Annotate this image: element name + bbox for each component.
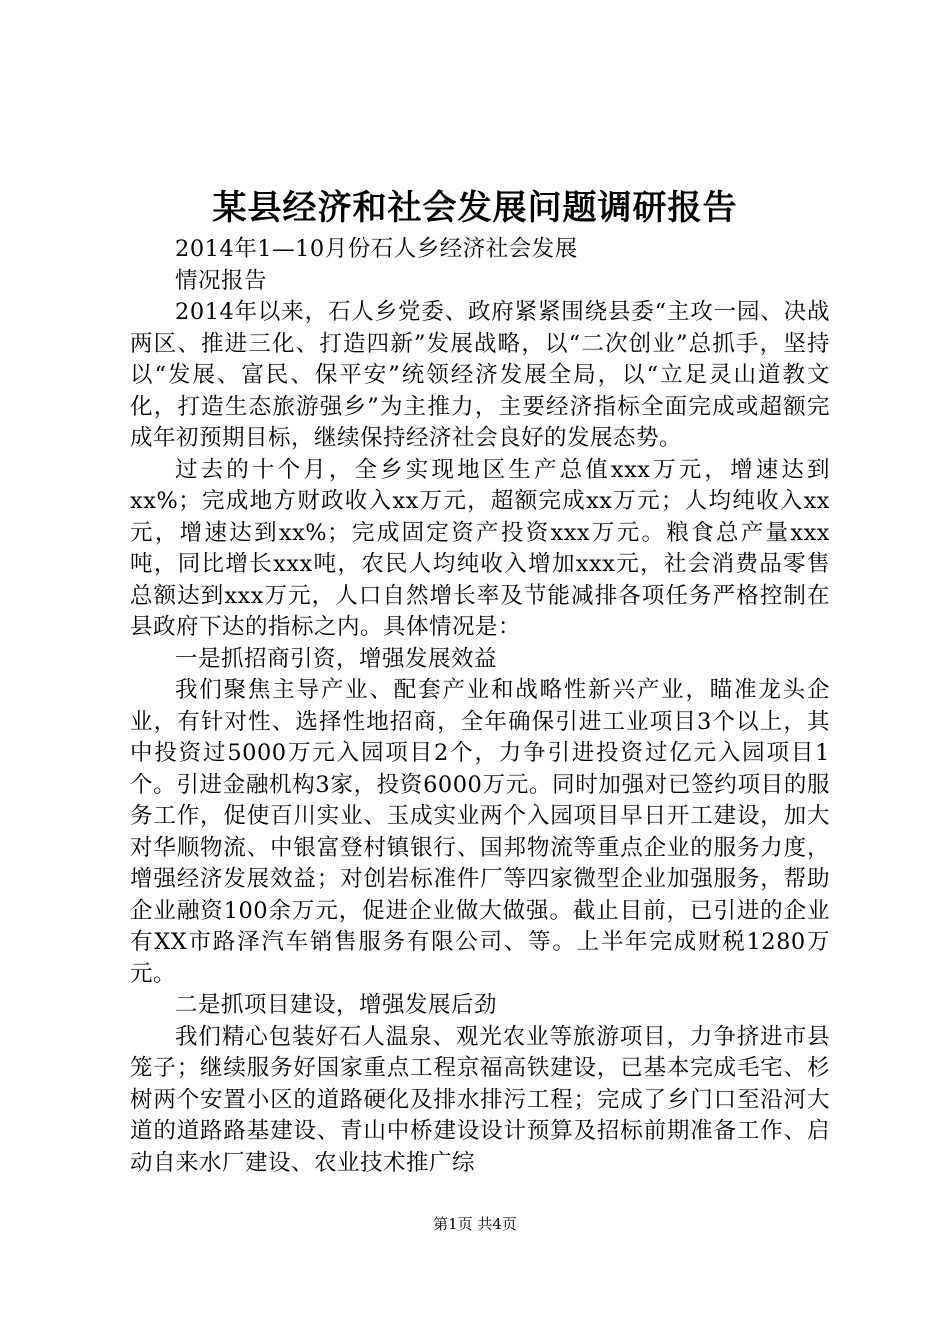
section-heading: 二是抓项目建设，增强发展后劲 bbox=[175, 992, 498, 1018]
section-heading: 一是抓招商引资，增强发展效益 bbox=[175, 645, 498, 672]
document-body bbox=[130, 234, 830, 1179]
page-number-footer: 第1页 共4页 bbox=[433, 1215, 517, 1233]
subtitle-line-1: 2014年1—10月份石人乡经济社会发展 bbox=[175, 236, 578, 262]
body-paragraph: 我们聚焦主导产业、配套产业和战略性新兴产业，瞄准龙头企业，有针对性、选择性地招商，全年确保引进工业项目3个以上，其中投资过5000万元入园项目2个，力争引进投资过亿元入园项目1个。引进金融机构3家，投资6000万元。同时加强对已签约项目的服务工作，促使百川实业、玉成实业两个入园项目早日开工建设，加大对华顺物流、中银富登村镇银行、国邦物流等重点企业的服务力度，增强经济发展效益；对创岩标准件厂等四家微型企业加强服务，帮助企业融资100余万元，促进企业做大做强。截止目前，已引进的企业有XX市路泽汽车销售服务有限公司、等。上半年完成财税1280万元。 bbox=[130, 677, 830, 987]
body-paragraph: 过去的十个月，全乡实现地区生产总值xxx万元，增速达到xx%；完成地方财政收入xx万元，超额完成xx万元；人均纯收入xx元，增速达到xx%；完成固定资产投资xxx万元。粮食总产量xxx吨，同比增长xxx吨，农民人均纯收入增加xxx元，社会消费品零售总额达到xxx万元，人口自然增长率及节能减排各项任务严格控制在县政府下达的指标之内。具体情况是： bbox=[130, 456, 830, 640]
body-paragraph: 我们精心包装好石人温泉、观光农业等旅游项目，力争挤进市县笼子；继续服务好国家重点工程京福高铁建设，已基本完成毛宅、杉树两个安置小区的道路硬化及排水排污工程；完成了乡门口至沿河大道的道路路基建设、青山中桥建设设计预算及招标前期准备工作、启动自来水厂建设、农业技术推广综 bbox=[130, 1023, 830, 1176]
subtitle-line-2: 情况报告 bbox=[175, 267, 268, 294]
document-title: 某县经济和社会发展问题调研报告 bbox=[212, 188, 738, 228]
body-paragraph: 2014年以来，石人乡党委、政府紧紧围绕县委“主攻一园、决战两区、推进三化、打造四新”发展战略，以“二次创业”总抓手，坚持以“发展、富民、保平安”统领经济发展全局，以“立足灵山道教文化，打造生态旅游强乡”为主推力，主要经济指标全面完成或超额完成年初预期目标，继续保持经济社会良好的发展态势。 bbox=[130, 299, 830, 451]
